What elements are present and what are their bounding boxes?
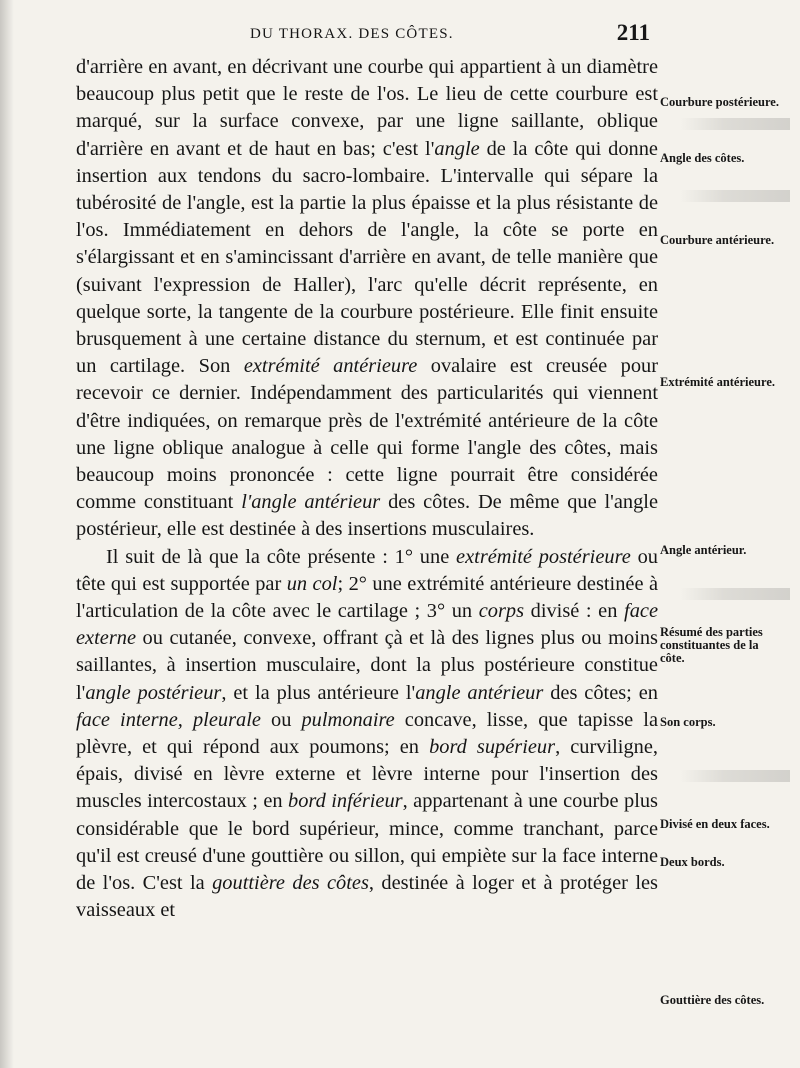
italic-term: extrémité antérieure	[243, 355, 418, 378]
text-run: , et la plus antérieure l'	[221, 681, 416, 704]
margin-note: Son corps.	[660, 715, 716, 729]
text-run: concave, lisse, que tapisse la plèvre, et qui répond aux poumons; en	[76, 708, 658, 759]
margin-note: Angle antérieur.	[660, 543, 747, 557]
bleed-through-mark	[680, 118, 790, 130]
text-run: d'arrière en avant, en décrivant une courbe qui appartient à un diamètre beaucoup plus petit que le reste de l'os. Le lieu de cette courbure est marqué, sur la surface convexe, par une ligne saillante, oblique d'arrière en avant et de haut en bas; c'est l'	[76, 56, 658, 160]
italic-term: angle antérieur	[415, 681, 544, 704]
margin-note: Divisé en deux faces.	[660, 817, 770, 831]
page-header	[230, 22, 650, 46]
italic-term: face externe	[76, 600, 658, 650]
text-run: ou tête qui est supportée par	[76, 545, 658, 595]
text-run: ou	[260, 708, 302, 731]
margin-note: Gouttière des côtes.	[660, 993, 765, 1007]
bleed-through-mark	[680, 770, 790, 782]
italic-term: extrémité postérieure	[456, 545, 631, 568]
italic-term: l'angle antérieur	[241, 491, 381, 514]
italic-term: bord supérieur	[429, 736, 556, 759]
margin-notes	[660, 0, 796, 1068]
text-run: , destinée à loger et à protéger les vaisseaux et	[76, 872, 658, 922]
text-run: Il suit de là que la côte présente : 1° une	[106, 545, 457, 568]
italic-term: pulmonaire	[301, 708, 395, 731]
margin-note: Angle des côtes.	[660, 151, 745, 165]
text-run: ovalaire est creusée pour recevoir ce dernier. Indépendamment des particularités qui viennent d'être indiquées, on remarque près de l'extrémité antérieure de la côte une ligne oblique analogue à celle qui forme l'angle des côtes, mais beaucoup moins prononcée : cette ligne pourrait être considérée comme constituant	[76, 355, 659, 514]
italic-term: angle	[434, 137, 480, 160]
italic-term: bord inférieur	[288, 790, 403, 813]
page-number: 211	[616, 20, 650, 45]
paragraph	[76, 544, 658, 925]
italic-term: corps	[478, 600, 525, 623]
text-run: de la côte qui donne insertion aux tendons du sacro-lombaire. L'intervalle qui sépare la tubérosité de l'angle, est la partie la plus épaisse et la plus résistante de l'os. Immédiatement en dehors de l'angle, la côte se porte en s'élargissant et en s'amincissant d'arrière en avant, de telle manière que (suivant l'expression de Haller), l'arc qu'elle décrit représente, en quelque sorte, la tangente de la courbure postérieure. Elle finit ensuite brusquement à une certaine distance du sternum, et est continuée par un cartilage. Son	[76, 137, 658, 378]
margin-note: Résumé des parties constituantes de la côte.	[660, 625, 763, 665]
text-run: ; 2° une extrémité antérieure destinée à l'articulation de la côte avec le cartilage ; 3° un	[76, 572, 659, 623]
bleed-through-mark	[680, 588, 790, 600]
page-gutter-shadow	[0, 0, 14, 1068]
text-run: des côtes. De même que l'angle postérieur, elle est destinée à des insertions musculaires.	[76, 491, 658, 541]
italic-term: gouttière des côtes	[212, 872, 369, 895]
text-run: , appartenant à une courbe plus considérable que le bord supérieur, mince, comme tranchant, parce qu'il est creusé d'une gouttière ou sillon, qui empiète sur la face interne de l'os. C'est la	[76, 790, 658, 895]
text-run: des côtes; en	[543, 681, 658, 704]
margin-note: Courbure antérieure.	[660, 233, 775, 247]
margin-note: Deux bords.	[660, 855, 725, 869]
running-head: DU THORAX. DES CÔTES.	[250, 26, 454, 42]
italic-term: un col	[286, 572, 338, 595]
text-run: divisé : en	[524, 600, 625, 623]
paragraph	[76, 54, 658, 544]
margin-note: Extrémité antérieure.	[660, 375, 775, 389]
main-text	[76, 54, 658, 925]
text-run: ou cutanée, convexe, offrant çà et là des lignes plus ou moins saillantes, à insertion musculaire, dont la plus postérieure constitue l'	[76, 627, 658, 704]
margin-note: Courbure postérieure.	[660, 95, 779, 109]
italic-term: face interne, pleurale	[76, 708, 261, 731]
bleed-through-mark	[680, 190, 790, 202]
italic-term: angle postérieur	[85, 681, 222, 704]
text-run: , curviligne, épais, divisé en lèvre externe et lèvre interne pour l'insertion des muscles intercostaux ; en	[76, 736, 658, 813]
